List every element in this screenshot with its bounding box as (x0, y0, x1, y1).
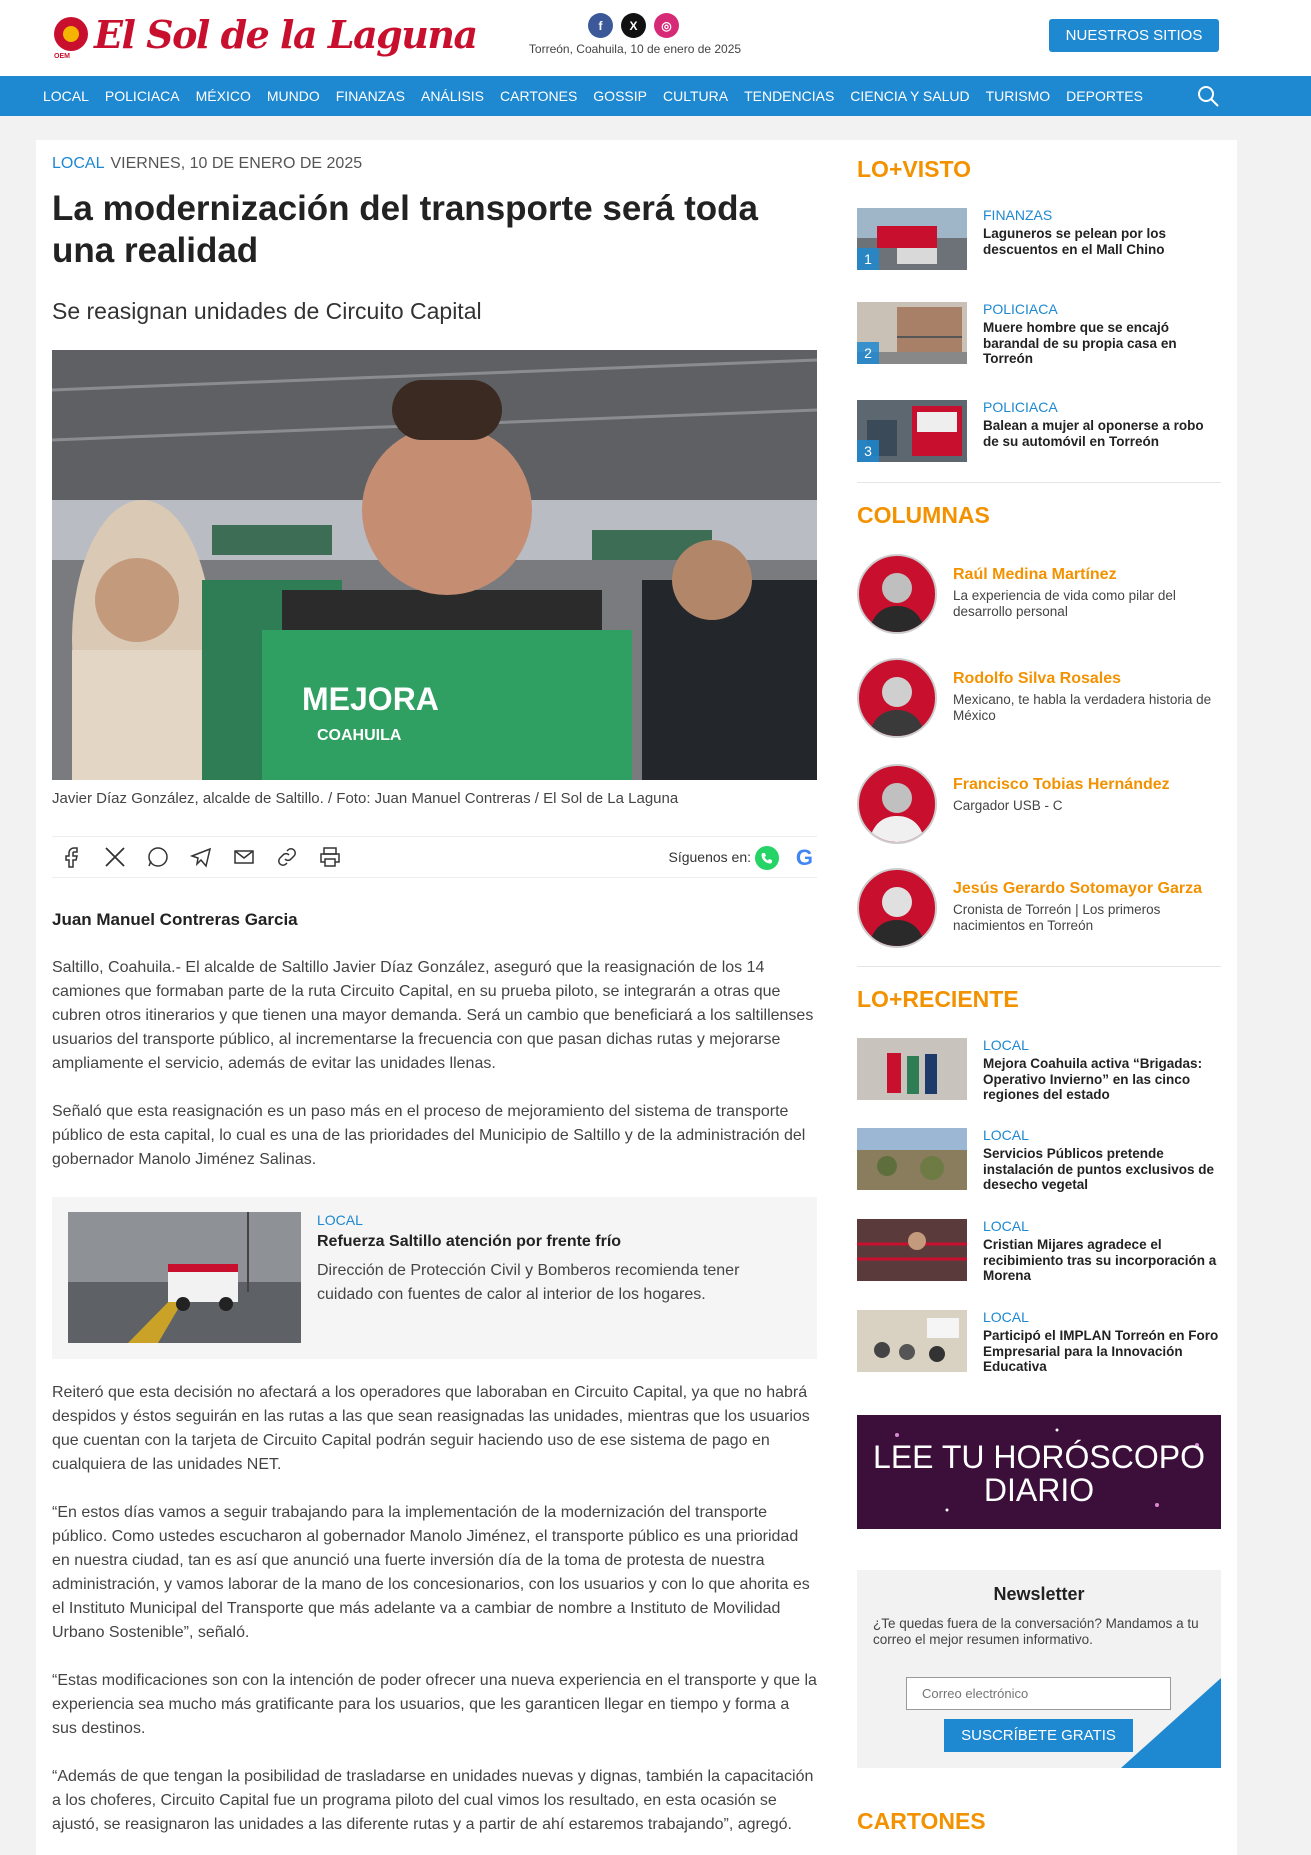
article-paragraph: “Estas modificaciones son con la intención de poder ofrecer una nueva experiencia en el transporte y que la experiencia sea mucho más gratificante para los usuarios, que les garanticen llegar en tiempo y forma a sus destinos. (52, 1672, 817, 1737)
avatar-illustration (859, 556, 935, 632)
mas-visto-item[interactable] (857, 208, 1221, 270)
reciente-title[interactable]: Participó el IMPLAN Torreón en Foro Empresarial para la Innovación Educativa (983, 1328, 1219, 1374)
related-article-section[interactable]: LOCAL (317, 1212, 363, 1228)
reciente-section[interactable]: LOCAL (983, 1218, 1029, 1234)
x-share-icon[interactable] (103, 845, 127, 869)
reciente-item[interactable] (857, 1310, 1221, 1372)
thumb-illustration (857, 1310, 967, 1372)
columnist-item[interactable] (857, 868, 1221, 950)
search-icon[interactable] (1196, 84, 1220, 108)
thumb-illustration (857, 1128, 967, 1190)
reciente-section[interactable]: LOCAL (983, 1037, 1029, 1053)
reciente-thumb[interactable] (857, 1219, 967, 1281)
banner-text-line2: DIARIO (983, 1472, 1095, 1508)
article-paragraph: Saltillo, Coahuila.- El alcalde de Saltillo Javier Díaz González, aseguró que la reasignación de los 14 camiones que formaban parte de la ruta Circuito Capital, en su prueba piloto, se integrarán a otras que cubren otros itinerarios y que tienen una mayor demanda. Será un cambio que beneficiará a los saltillenses usuarios del transporte público, al incrementarse la frecuencia con que pasan dichas rutas y mejorarse ampliamente el servicio, además de evitar las unidades llenas. (52, 959, 814, 1072)
related-article-card[interactable] (52, 1197, 817, 1359)
thumb-illustration (857, 1038, 967, 1100)
mas-visto-title[interactable]: Balean a mujer al oponerse a robo de su automóvil en Torreón (983, 418, 1204, 449)
photo-caption: Javier Díaz González, alcalde de Saltillo. / Foto: Juan Manuel Contreras / El Sol de La Laguna (52, 790, 679, 807)
reciente-section[interactable]: LOCAL (983, 1309, 1029, 1325)
mas-visto-section[interactable]: POLICIACA (983, 399, 1058, 415)
article-section-link[interactable]: LOCAL (52, 155, 105, 172)
reciente-thumb[interactable] (857, 1310, 967, 1372)
article-author[interactable]: Juan Manuel Contreras Garcia (52, 910, 298, 929)
whatsapp-share-icon[interactable] (146, 845, 170, 869)
mas-visto-title[interactable]: Laguneros se pelean por los descuentos en el Mall Chino (983, 226, 1167, 257)
columnist-avatar[interactable] (857, 658, 937, 738)
telegram-share-icon[interactable] (189, 845, 213, 869)
nav-item-local[interactable]: LOCAL (43, 88, 89, 104)
mas-visto-item[interactable] (857, 302, 1221, 364)
columnist-avatar[interactable] (857, 554, 937, 634)
main-nav (0, 76, 1311, 116)
site-logo[interactable] (54, 11, 477, 60)
reciente-title[interactable]: Mejora Coahuila activa “Brigadas: Operativo Invierno” en las cinco regiones del estado (983, 1056, 1203, 1102)
nav-item-finanzas[interactable]: FINANZAS (335, 88, 405, 104)
reciente-title[interactable]: Cristian Mijares agradece el recibimiento tras su incorporación a Morena (983, 1237, 1217, 1283)
nav-item-policiaca[interactable]: POLICIACA (104, 88, 180, 104)
whatsapp-follow-icon[interactable] (755, 846, 779, 870)
column-title[interactable]: Cronista de Torreón | Los primeros nacimientos en Torreón (953, 902, 1161, 933)
nav-item-turismo[interactable]: TURISMO (985, 88, 1051, 104)
columnist-name[interactable]: Jesús Gerardo Sotomayor Garza (953, 880, 1202, 897)
mas-visto-item[interactable] (857, 400, 1221, 462)
columnas-heading: COLUMNAS (857, 502, 990, 528)
nav-item-cultura[interactable]: CULTURA (662, 88, 729, 104)
email-share-icon[interactable] (232, 845, 256, 869)
nav-item-ciencia-salud[interactable]: CIENCIA Y SALUD (850, 88, 970, 104)
related-article-summary: Dirección de Protección Civil y Bomberos recomienda tener cuidado con fuentes de calor al interior de los hogares. (317, 1262, 740, 1303)
columnist-name[interactable]: Rodolfo Silva Rosales (953, 670, 1122, 687)
banner-text (857, 1441, 1221, 1507)
related-article-title[interactable]: Refuerza Saltillo atención por frente frío (317, 1233, 622, 1250)
lo-mas-reciente-heading: LO+RECIENTE (857, 986, 1019, 1012)
cartones-heading: CARTONES (857, 1808, 986, 1834)
link-share-icon[interactable] (275, 845, 299, 869)
columnist-item[interactable] (857, 658, 1221, 740)
follow-label: Síguenos en: (668, 849, 751, 865)
columnist-item[interactable] (857, 764, 1221, 846)
article-paragraph: Señaló que esta reasignación es un paso más en el proceso de mejoramiento del sistema de transporte público de esta capital, lo cual es una de las prioridades del Municipio de Saltillo y de la administración del gobernador Manolo Jiménez Salinas. (52, 1103, 806, 1168)
article-subtitle: Se reasignan unidades de Circuito Capital (52, 298, 482, 324)
columnist-avatar[interactable] (857, 868, 937, 948)
site-header (0, 0, 1311, 76)
article-title: La modernización del transporte será toda una realidad (52, 189, 758, 270)
facebook-share-icon[interactable] (60, 845, 84, 869)
share-bar (52, 836, 817, 878)
nav-item-gossip[interactable]: GOSSIP (593, 88, 647, 104)
phone-icon (760, 851, 774, 865)
lo-mas-visto-heading: LO+VISTO (857, 156, 971, 182)
mas-visto-section[interactable]: POLICIACA (983, 301, 1058, 317)
horoscope-banner[interactable] (857, 1415, 1221, 1529)
related-photo-illustration (68, 1212, 301, 1343)
banner-text-line1: LEE TU HORÓSCOPO (873, 1439, 1205, 1475)
avatar-illustration (859, 660, 935, 736)
nav-item-analisis[interactable]: ANÁLISIS (420, 88, 485, 104)
dateline: Torreón, Coahuila, 10 de enero de 2025 (528, 42, 742, 56)
sidebar-divider (857, 966, 1221, 967)
columnist-item[interactable] (857, 554, 1221, 636)
article-paragraph: “Además de que tengan la posibilidad de trasladarse en unidades nuevas y dignas, también la capacitación a los choferes, Circuito Capital fue un programa piloto del cual vimos los resultado, en esta ocasión se ajustó, se reasignaron las unidades a las diferente rutas y a partir de ahí estaremos trabajando”, agregó. (52, 1768, 814, 1833)
mas-visto-title[interactable]: Muere hombre que se encajó barandal de su propia casa en Torreón (983, 320, 1177, 366)
reciente-title[interactable]: Servicios Públicos pretende instalación de puntos exclusivos de desecho vegetal (983, 1146, 1215, 1192)
reciente-thumb[interactable] (857, 1038, 967, 1100)
reciente-item[interactable] (857, 1219, 1221, 1281)
subscribe-button[interactable]: SUSCRÍBETE GRATIS (944, 1719, 1133, 1752)
article-paragraph: “En estos días vamos a seguir trabajando para la implementación de la modernización del transporte público. Como ustedes escucharon al gobernador Manolo Jiménez, el transporte público es una prioridad en nuestra ciudad, tan es así que anunció una fuerte inversión día de la toma de protesta de nuestra administración, y vamos laborar de la mano de los concesionarios, con los usuarios y con lo que ahorita es el Instituto Municipal del Transporte que más adelante va a cambiar de nombre a Instituto de Movilidad Urbano Sostenible”, señaló. (52, 1504, 810, 1641)
nav-item-cartones[interactable]: CARTONES (500, 88, 578, 104)
newsletter-description: ¿Te quedas fuera de la conversación? Mandamos a tu correo el mejor resumen informativo. (873, 1616, 1199, 1647)
oem-badge: OEM (54, 53, 70, 60)
nav-item-mexico[interactable]: MÉXICO (195, 88, 251, 104)
column-title[interactable]: Cargador USB - C (953, 798, 1063, 813)
social-links (588, 13, 679, 38)
logo-text: El Sol de la Laguna (94, 11, 477, 57)
print-icon[interactable] (318, 845, 342, 869)
reciente-thumb[interactable] (857, 1128, 967, 1190)
columnist-avatar[interactable] (857, 764, 937, 844)
x-icon[interactable]: X (621, 13, 646, 38)
google-news-follow-icon[interactable]: G (795, 845, 813, 870)
email-field[interactable] (906, 1677, 1171, 1710)
photo-illustration (52, 350, 817, 780)
avatar-illustration (859, 870, 935, 946)
photo-vest-brand: MEJORA (302, 681, 439, 717)
rank-number: 2 (857, 342, 879, 364)
article-paragraph: Reiteró que esta decisión no afectará a los operadores que laboraban en Circuito Capital, ya que no habrá despidos y éstos seguirán en las rutas a las que sean reasignadas las unidades, mientras que los usuarios que cuentan con la tarjeta de Circuito Capital podrán seguir haciendo uso de ese sistema de pago en cualquiera de las unidades NET. (52, 1384, 810, 1473)
article-photo[interactable] (52, 350, 817, 780)
photo-vest-region: COAHUILA (317, 727, 402, 744)
column-title[interactable]: La experiencia de vida como pilar del desarrollo personal (953, 588, 1176, 619)
avatar-illustration (859, 766, 935, 842)
nav-item-deportes[interactable]: DEPORTES (1066, 88, 1143, 104)
columnist-name[interactable]: Raúl Medina Martínez (953, 566, 1117, 583)
sun-logo-icon (54, 17, 88, 60)
rank-number: 1 (857, 248, 879, 270)
article-kicker (52, 155, 362, 173)
newsletter-title: Newsletter (993, 1584, 1085, 1604)
mas-visto-section[interactable]: FINANZAS (983, 207, 1053, 223)
reciente-item[interactable] (857, 1038, 1221, 1100)
related-article-image[interactable] (68, 1212, 301, 1343)
reciente-section[interactable]: LOCAL (983, 1127, 1029, 1143)
reciente-item[interactable] (857, 1128, 1221, 1190)
columnist-name[interactable]: Francisco Tobias Hernández (953, 776, 1170, 793)
article-date: VIERNES, 10 DE ENERO DE 2025 (110, 155, 363, 172)
sidebar-divider (857, 482, 1221, 483)
column-title[interactable]: Mexicano, te habla la verdadera historia de México (953, 692, 1212, 723)
rank-number: 3 (857, 440, 879, 462)
facebook-icon[interactable]: f (588, 13, 613, 38)
nav-item-tendencias[interactable]: TENDENCIAS (744, 88, 835, 104)
nav-item-mundo[interactable]: MUNDO (266, 88, 320, 104)
nuestros-sitios-button[interactable]: NUESTROS SITIOS (1049, 19, 1219, 52)
thumb-illustration (857, 1219, 967, 1281)
newsletter-box (857, 1570, 1221, 1768)
instagram-icon[interactable]: ◎ (654, 13, 679, 38)
